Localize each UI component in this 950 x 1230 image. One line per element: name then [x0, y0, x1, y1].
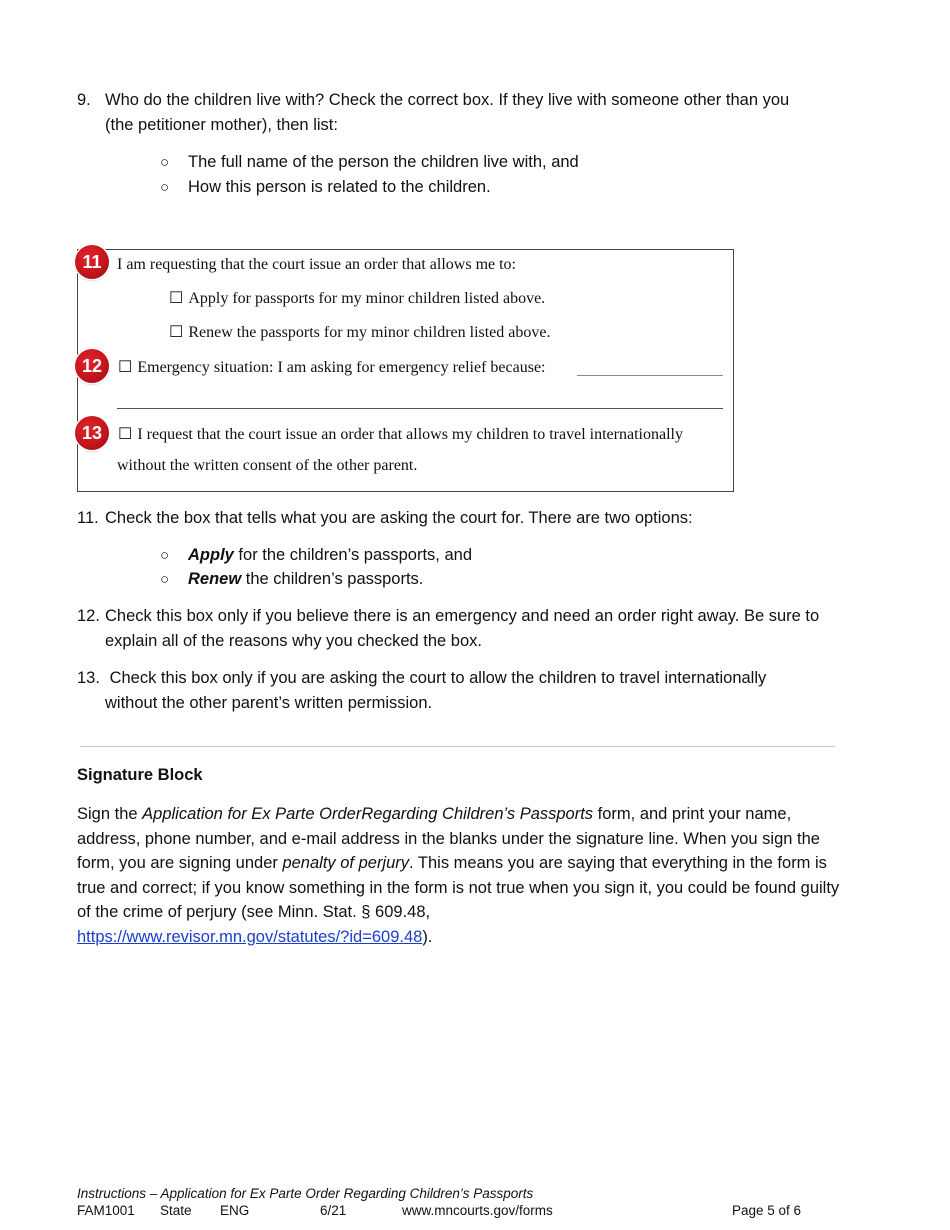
item-12-text: Check this box only if you believe there is an emergency and need an order right away. Be sure to explain all of the reasons why you checked the box. — [105, 607, 820, 650]
form-line-13b: without the written consent of the other parent. — [117, 457, 418, 474]
footer-website: www.mncourts.gov/forms — [402, 1203, 553, 1218]
footer-title: Instructions – Application for Ex Parte Order Regarding Children’s Passports — [77, 1186, 534, 1201]
perjury-term: penalty of perjury — [282, 854, 410, 872]
form-option-renew: ☐ Renew the passports for my minor children listed above. — [169, 324, 551, 341]
footer-page-number: Page 5 of 6 — [732, 1203, 802, 1218]
bullet-icon: ○ — [160, 547, 170, 564]
checkbox-icon: ☐ — [118, 359, 133, 376]
item-9-line-2: (the petitioner mother), then list: — [105, 115, 338, 134]
form-name: Application for Ex Parte OrderRegarding Children’s Passports — [142, 805, 594, 823]
item-11-text: Check the box that tells what you are asking the court for. There are two options: — [105, 509, 693, 527]
section-divider — [80, 746, 835, 747]
item-9-text — [105, 88, 845, 137]
item-12-number: 12. — [77, 607, 100, 625]
checkbox-icon: ☐ — [169, 324, 184, 341]
form-option-apply: ☐ Apply for passports for my minor children listed above. — [169, 290, 546, 307]
badge-11-icon: 11 — [75, 245, 109, 279]
form-line-13a: ☐ I request that the court issue an order that allows my children to travel internationally — [118, 426, 683, 443]
footer-language: ENG — [220, 1203, 250, 1218]
blank-line — [577, 375, 723, 376]
signature-block-heading: Signature Block — [77, 766, 203, 784]
checkbox-icon: ☐ — [118, 426, 133, 443]
footer-jurisdiction: State — [160, 1203, 192, 1218]
badge-12-icon: 12 — [75, 349, 109, 383]
badge-13-icon: 13 — [75, 416, 109, 450]
item-9-line-1: Who do the children live with? Check the correct box. If they live with someone other than you — [105, 91, 790, 109]
item-13-number: 13. — [77, 669, 100, 687]
footer-form-code: FAM1001 — [77, 1203, 135, 1218]
item-11-number: 11. — [77, 509, 99, 527]
form-line-12: ☐ Emergency situation: I am asking for emergency relief because: — [118, 359, 546, 376]
item-9-number: 9. — [77, 91, 91, 109]
bullet-icon: ○ — [160, 179, 170, 196]
list-item: ○ How this person is related to the children. — [160, 175, 491, 199]
list-item: ○ Apply for the children’s passports, and — [160, 543, 472, 567]
list-item: ○ The full name of the person the children live with, and — [160, 150, 579, 174]
statute-link[interactable]: https://www.revisor.mn.gov/statutes/?id=609.48 — [77, 927, 423, 946]
bullet-icon: ○ — [160, 571, 170, 588]
blank-line — [117, 408, 723, 409]
footer-date: 6/21 — [320, 1203, 347, 1218]
checkbox-icon: ☐ — [169, 290, 184, 307]
item-13-text: Check this box only if you are asking the court to allow the children to travel internationally without the other parent’s written permission. — [105, 669, 767, 712]
form-line-11: I am requesting that the court issue an order that allows me to: — [117, 256, 516, 273]
bullet-icon: ○ — [160, 154, 170, 171]
list-item: ○ Renew the children’s passports. — [160, 567, 423, 591]
signature-block-paragraph: Sign the Application for Ex Parte OrderRegarding Children’s Passports form, and print your name, address, phone number, and e-mail address in the blanks under the signature line. When you sign the form, you are signing under penalty of perjury. This means you are saying that everything in the form is true and correct; if you know something in the form is not true when you sign it, you could be found guilty of the crime of perjury (see Minn. Stat. § 609.48, https://www.revisor.mn.gov/statutes/?id=609.48). — [77, 805, 840, 946]
